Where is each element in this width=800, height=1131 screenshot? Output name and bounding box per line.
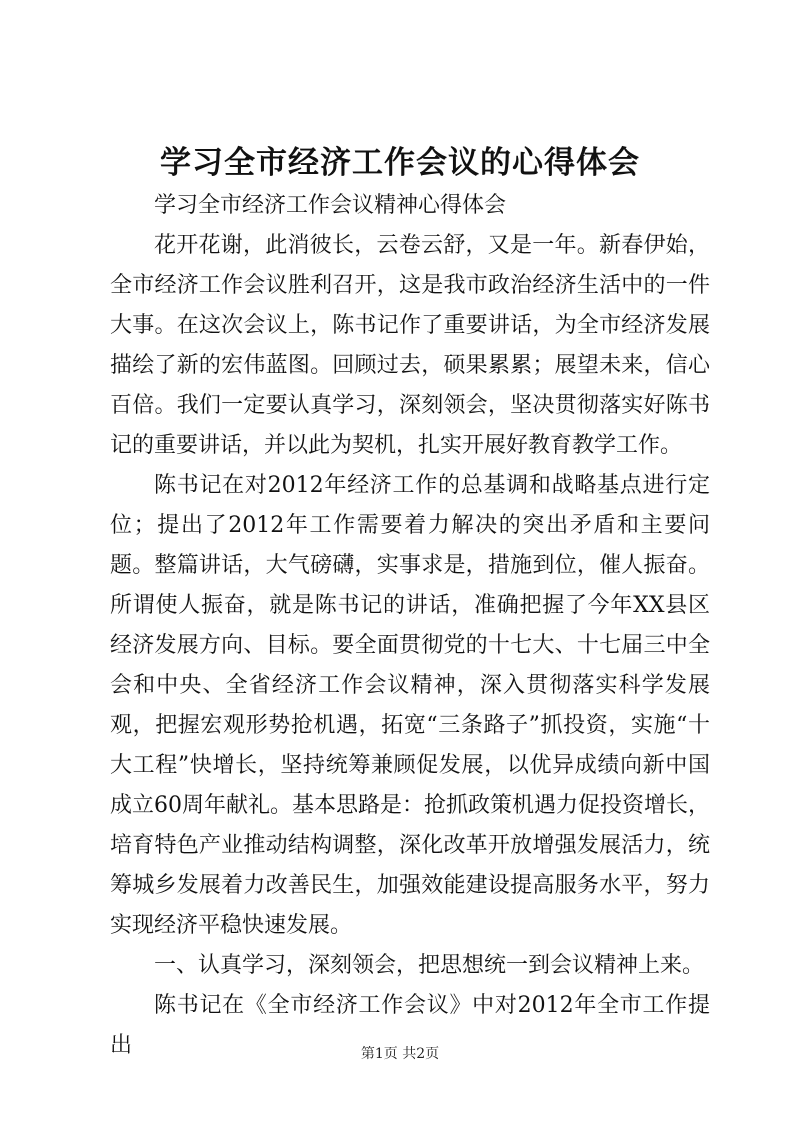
section-heading: 一、认真学习，深刻领会，把思想统一到会议精神上来。 bbox=[154, 953, 705, 978]
page-number: 第1页 共2页 bbox=[360, 1046, 440, 1062]
document-body bbox=[110, 186, 710, 1066]
document-title: 学习全市经济工作会议的心得体会 bbox=[160, 145, 640, 181]
body-paragraph: 陈书记在《全市经济工作会议》中对2012年全市工作提出 bbox=[110, 993, 710, 1058]
body-paragraph: 陈书记在对2012年经济工作的总基调和战略基点进行定位；提出了2012年工作需要着力解决的突出矛盾和主要问题。整篇讲话，大气磅礴，实事求是，措施到位，催人振奋。所谓使人振奋，就是陈书记的讲话，准确把握了今年XX县区经济发展方向、目标。要全面贯彻党的十七大、十七届三中全会和中央、全省经济工作会议精神，深入贯彻落实科学发展观，把握宏观形势抢机遇，拓宽“三条路子”抓投资，实施“十大工程”快增长，坚持统筹兼顾促发展，以优异成绩向新中国成立60周年献礼。基本思路是：抢抓政策机遇力促投资增长，培育特色产业推动结构调整，深化改革开放增强发展活力，统筹城乡发展着力改善民生，加强效能建设提高服务水平，努力实现经济平稳快速发展。 bbox=[110, 473, 710, 938]
body-paragraph: 花开花谢，此消彼长，云卷云舒，又是一年。新春伊始，全市经济工作会议胜利召开，这是我市政治经济生活中的一件大事。在这次会议上，陈书记作了重要讲话，为全市经济发展描绘了新的宏伟蓝图。回顾过去，硕果累累；展望未来，信心百倍。我们一定要认真学习，深刻领会，坚决贯彻落实好陈书记的重要讲话，并以此为契机，扎实开展好教育教学工作。 bbox=[110, 233, 710, 458]
subtitle-paragraph: 学习全市经济工作会议精神心得体会 bbox=[154, 193, 507, 218]
